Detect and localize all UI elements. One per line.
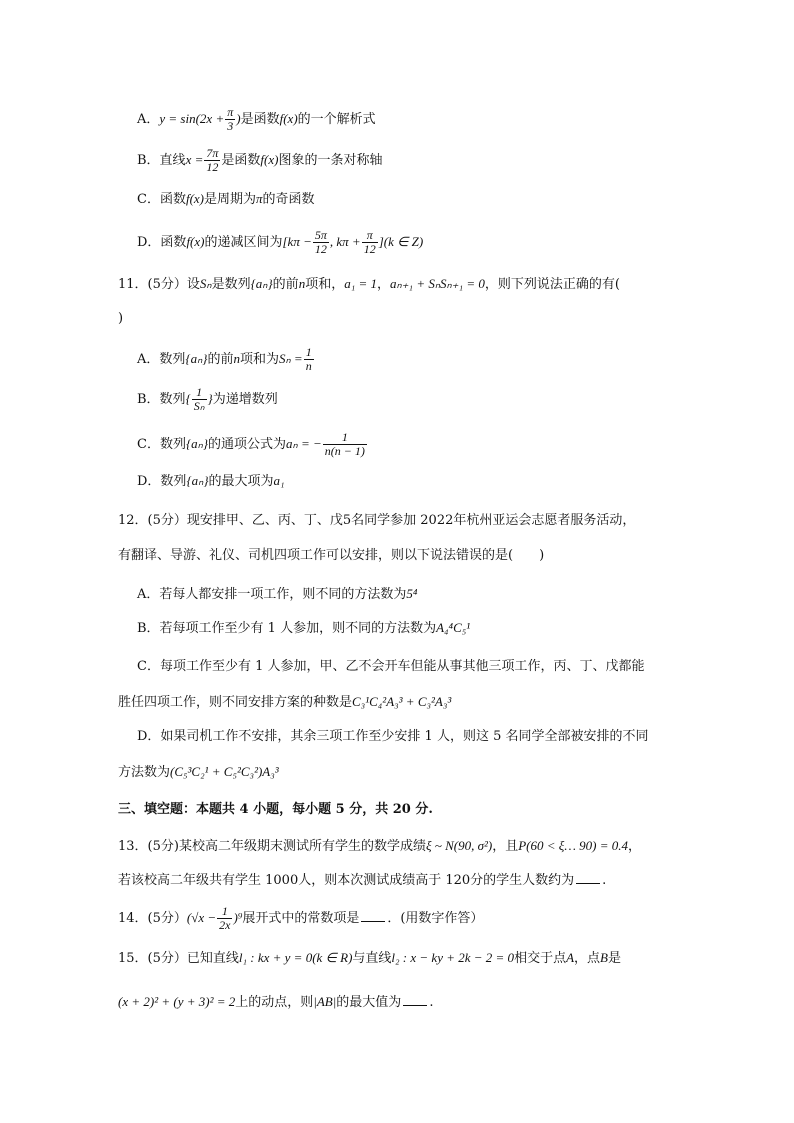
q10-option-c: C．函数f(x)是周期为π的奇函数 (137, 191, 315, 207)
q12-option-c-line1: C．每项工作至少有 1 人参加，甲、乙不会开车但能从事其他三项工作，丙、丁、戊都能 (137, 659, 645, 674)
q12-stem-line2: 有翻译、导游、礼仪、司机四项工作可以安排，则以下说法错误的是( ) (118, 548, 545, 563)
fraction: $\frac{1}{n}$ (305, 345, 312, 373)
fraction: $\frac{1}{2x}$ (219, 904, 231, 932)
q10-option-a: A．y = sin(2x + $\frac{\pi}{3}$ )是函数f(x)的一个解析式 (137, 105, 376, 133)
q10-option-d: D．函数f(x)的递减区间为[kπ − $\frac{5\pi}{12}$ , kπ + $\frac{\pi}{12}$ ](k ∈ Z) (137, 228, 424, 256)
fraction: $\frac{7\pi}{12}$ (206, 146, 219, 174)
answer-blank (403, 1005, 427, 1006)
q11-option-b: B．数列{ $\frac{1}{\text{Sₙ}}$ }为递增数列 (137, 385, 278, 413)
answer-blank (361, 921, 385, 922)
q12-option-c-line2: 胜任四项工作，则不同安排方案的种数是C₃¹C₄²A₃³ + C₃²A₃³ (118, 694, 452, 710)
answer-blank (576, 883, 600, 884)
q12-option-d-line1: D．如果司机工作不安排，其余三项工作至少安排 1 人，则这 5 名同学全部被安排的不同 (137, 729, 649, 744)
q13-line1: 13．(5分)某校高二年级期末测试所有学生的数学成绩ξ ~ N(90, σ²)，且P(60 < ξ… 90) = 0.4， (118, 838, 642, 854)
q12-option-d-line2: 方法数为(C₅³C₂¹ + C₅²C₃²)A₃³ (118, 764, 279, 780)
q12-stem-line1: 12．(5分）现安排甲、乙、丙、丁、戊5名同学参加 2022年杭州亚运会志愿者服务活动， (118, 513, 636, 528)
q15-line2: (x + 2)² + (y + 3)² = 2上的动点，则|AB|的最大值为 . (118, 994, 434, 1010)
q12-option-a: A．若每人都安排一项工作，则不同的方法数为5⁴ (137, 586, 418, 602)
q11-stem-close: ) (118, 311, 124, 326)
q12-option-b: B．若每项工作至少有 1 人参加，则不同的方法数为A₄⁴C₅¹ (137, 620, 471, 636)
q10-option-b: B．直线x = $\frac{7\pi}{12}$ 是函数f(x)图象的一条对称轴 (137, 146, 383, 174)
q11-option-d: D．数列{aₙ}的最大项为a₁ (137, 473, 285, 489)
fraction: $\frac{1}{\text{Sₙ}}$ (193, 385, 205, 413)
fraction: $\frac{\pi}{3}$ (227, 105, 234, 133)
q11-option-c: C．数列{aₙ}的通项公式为aₙ = − $\frac{1}{n(n - 1)}$ (137, 430, 365, 458)
q11-stem: 11．(5分）设Sₙ是数列{aₙ}的前n项和，a₁ = 1，aₙ₊₁ + SₙSₙ₊₁ = 0，则下列说法正确的有( (118, 276, 620, 292)
fraction: $\frac{1}{n(n - 1)}$ (324, 430, 365, 458)
section-heading: 三、填空题：本题共 4 小题，每小题 5 分，共 20 分. (118, 802, 433, 817)
fraction: $\frac{5\pi}{12}$ (314, 228, 327, 256)
q15-line1: 15．(5分）已知直线l₁ : kx + y = 0(k ∈ R)与直线l₂ : x − ky + 2k − 2 = 0相交于点A，点B是 (118, 950, 622, 966)
q14-line: 14．(5分）(√x − $\frac{1}{2x}$ )⁹展开式中的常数项是 ．(用数字作答） (118, 904, 484, 932)
q11-option-a: A．数列{aₙ}的前n项和为Sₙ = $\frac{1}{n}$ (137, 345, 312, 373)
q13-line2: 若该校高二年级共有学生 1000人，则本次测试成绩高于 120分的学生人数约为 . (118, 873, 607, 888)
fraction: $\frac{\pi}{12}$ (363, 228, 376, 256)
